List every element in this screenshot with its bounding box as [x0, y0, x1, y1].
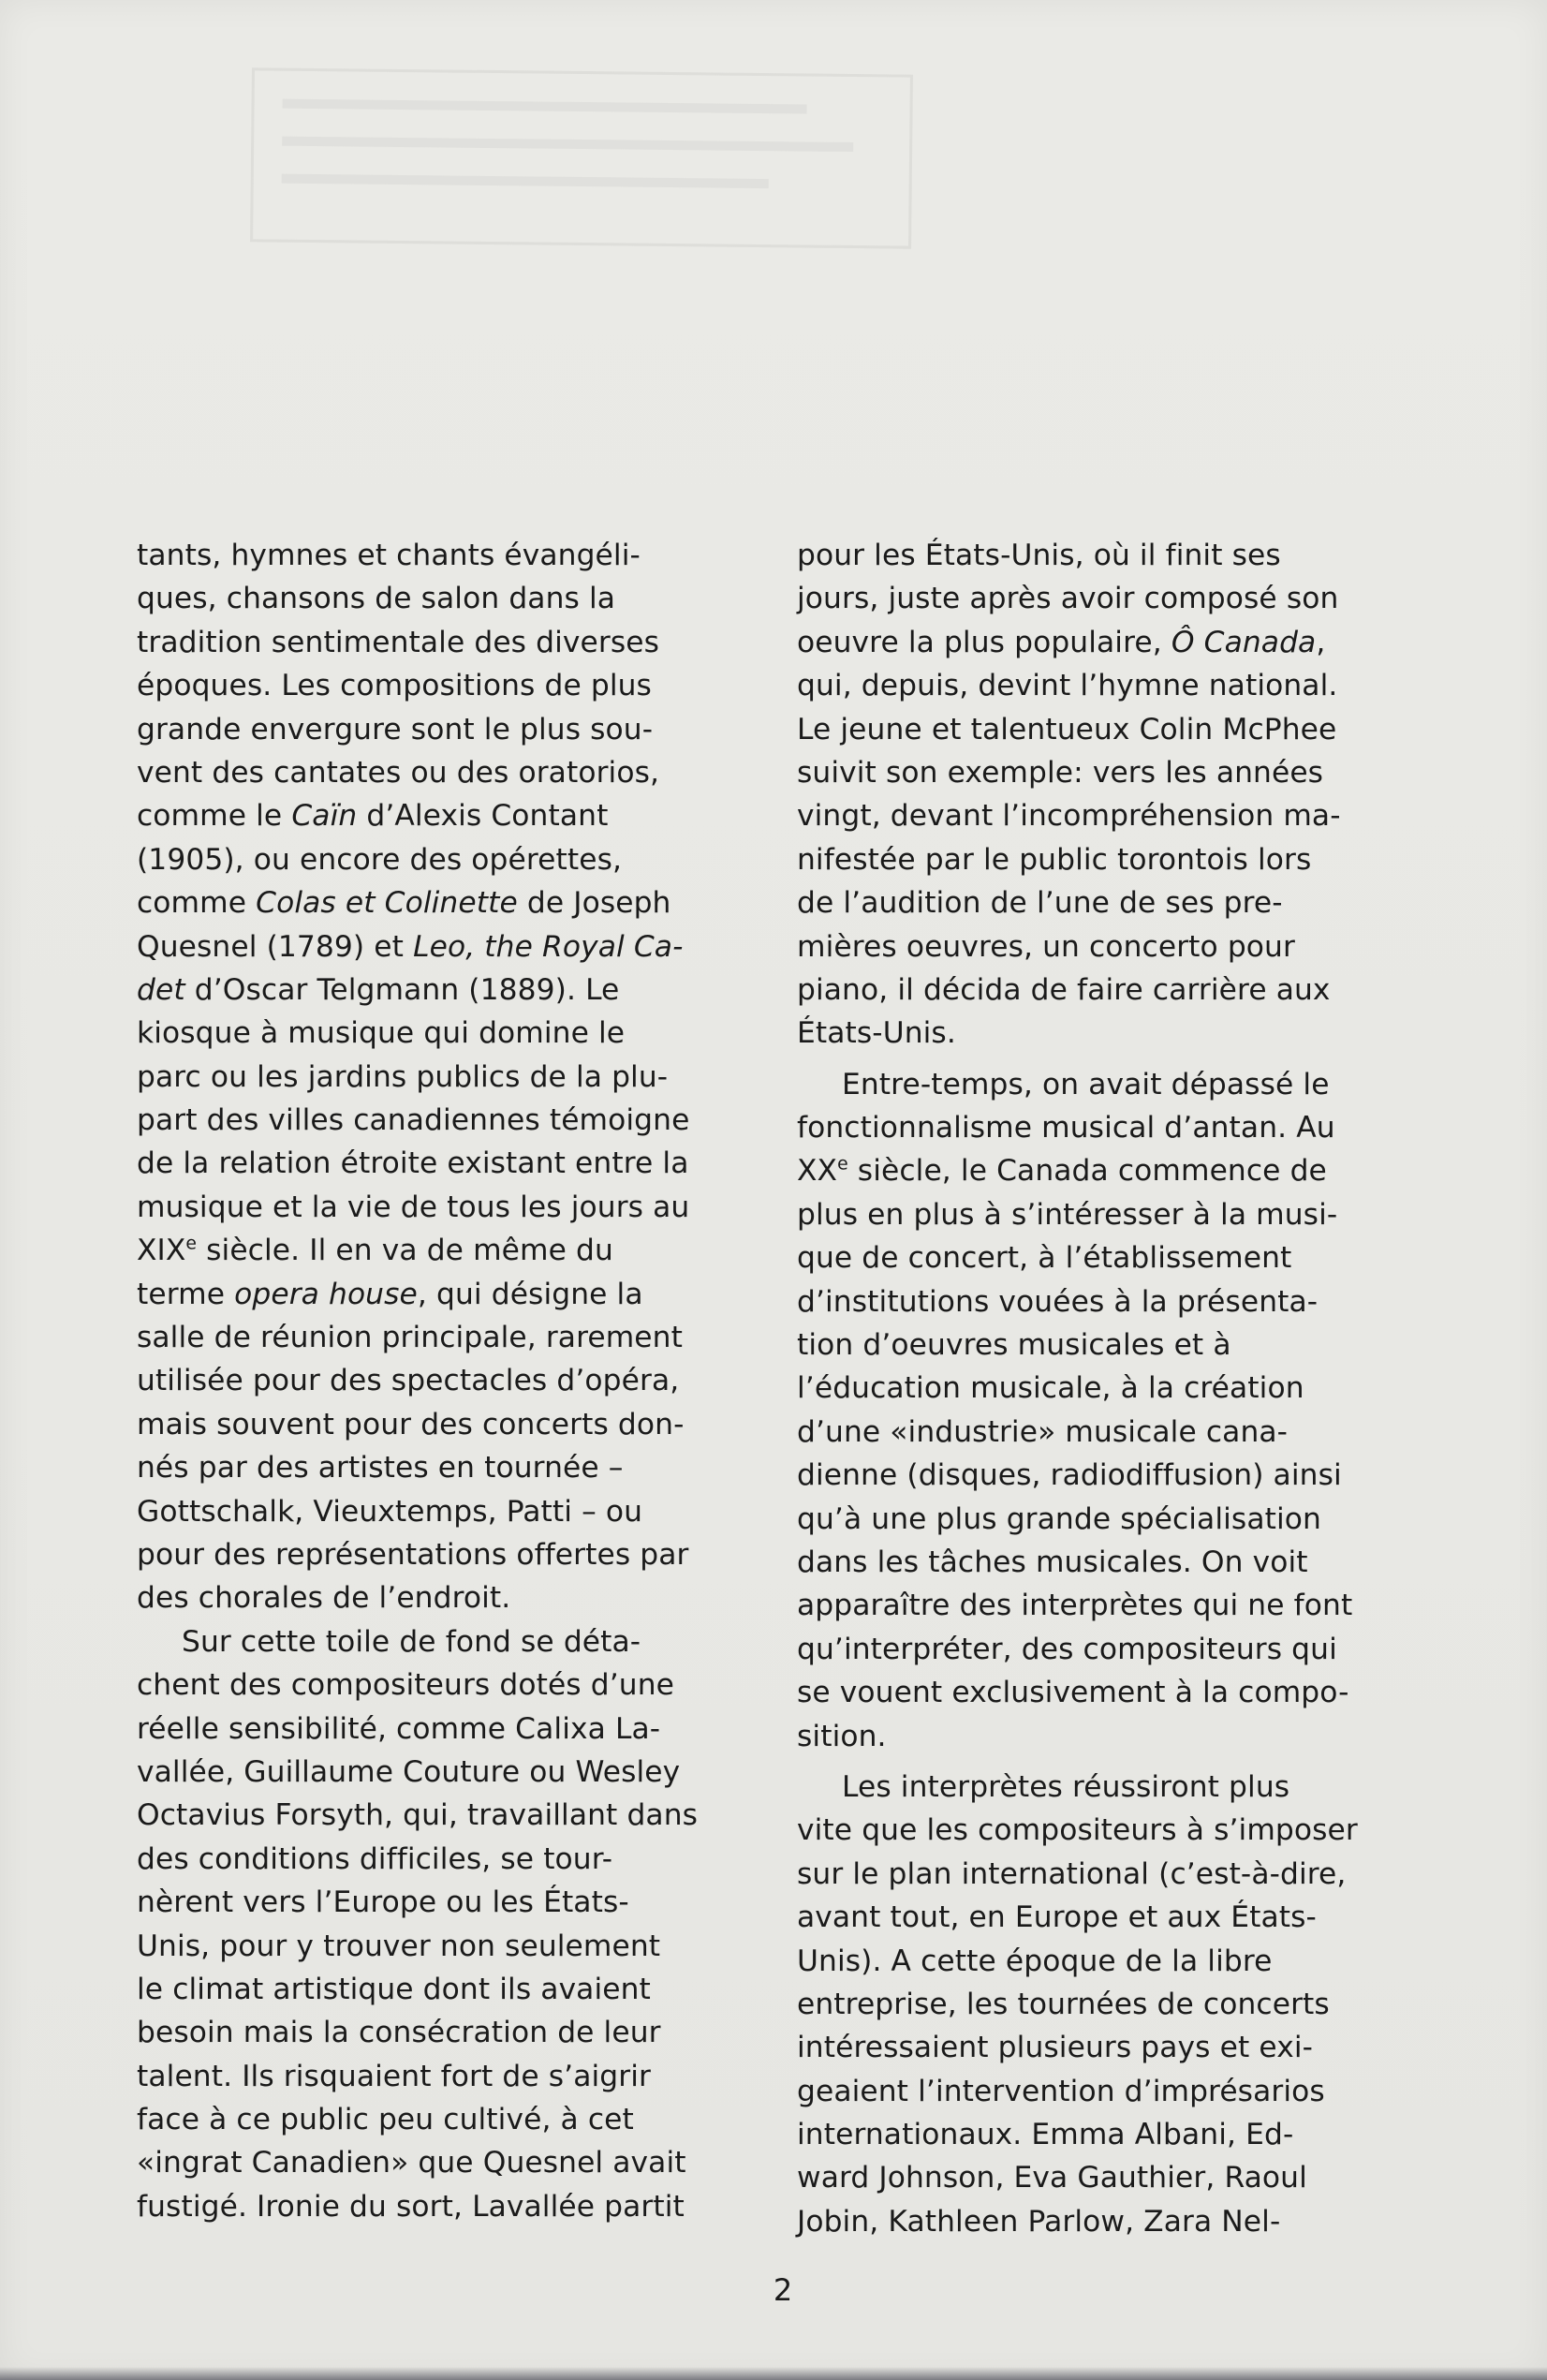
text-segment: comme [137, 886, 257, 921]
italic-title: Ô Canada [1171, 625, 1317, 659]
text-line: nés par des artistes en tournée – [137, 1451, 624, 1486]
text-line [137, 794, 755, 837]
text-line: se vouent exclusivement à la compo- [797, 1676, 1349, 1710]
text-line: qu’à une plus grande spécialisation [797, 1501, 1321, 1536]
text-line: jours, juste après avoir composé son [797, 582, 1339, 616]
text-line: grande envergure sont le plus sou- [137, 712, 654, 747]
text-line: tradition sentimentale des diverses [137, 625, 660, 659]
text-line: vingt, devant l’incompréhension ma- [797, 799, 1341, 834]
text-line: avant tout, en Europe et aux États- [797, 1900, 1317, 1935]
text-line: le climat artistique dont ils avaient [137, 1972, 651, 2006]
text-line: d’une «industrie» musicale cana- [797, 1414, 1289, 1449]
text-line: plus en plus à s’intéresser à la musi- [797, 1197, 1338, 1232]
text-line [797, 1149, 1424, 1192]
text-segment: d’Oscar Telgmann (1889). Le [184, 972, 620, 1007]
text-line: qu’interpréter, des compositeurs qui [797, 1632, 1337, 1666]
text-line: qui, depuis, devint l’hymne national. [797, 669, 1338, 703]
text-line: Unis, pour y trouver non seulement [137, 1929, 661, 1963]
left-text-column [137, 534, 755, 2228]
text-line: dienne (disques, radiodiffusion) ainsi [797, 1458, 1342, 1493]
text-line: kiosque à musique qui domine le [137, 1016, 626, 1051]
text-line: Entre-temps, on avait dépassé le [842, 1067, 1330, 1101]
text-line: fonctionnalisme musical d’antan. Au [797, 1111, 1335, 1146]
text-line: suivit son exemple: vers les années [797, 755, 1324, 790]
text-segment: Quesnel (1789) et [137, 929, 414, 964]
text-line: d’institutions vouées à la présenta- [797, 1284, 1319, 1319]
text-line: utilisée pour des spectacles d’opéra, [137, 1364, 680, 1398]
right-text-column [797, 534, 1424, 2243]
text-line: ques, chansons de salon dans la [137, 582, 616, 616]
text-line: Le jeune et talentueux Colin McPhee [797, 712, 1337, 747]
page-number: 2 [773, 2272, 793, 2308]
text-line: entreprise, les tournées de concerts [797, 1987, 1330, 2021]
text-line: de l’audition de l’une de ses pre- [797, 886, 1283, 921]
text-segment: de Joseph [517, 886, 671, 921]
text-segment: d’Alexis Contant [357, 799, 609, 834]
italic-title: Caïn [291, 799, 358, 834]
paragraph-gap [797, 1056, 1424, 1063]
text-segment: siècle. Il en va de même du [197, 1234, 613, 1268]
text-line: des conditions difficiles, se tour- [137, 1841, 613, 1876]
page-bottom-edge [0, 2367, 1547, 2380]
text-line: besoin mais la consécration de leur [137, 2016, 661, 2050]
italic-title: det [137, 972, 185, 1007]
text-line: que de concert, à l’établissement [797, 1241, 1292, 1276]
italic-title: opera house [234, 1277, 418, 1311]
text-segment: , qui désigne la [417, 1277, 643, 1311]
text-line: salle de réunion principale, rarement [137, 1321, 683, 1355]
superscript: e [185, 1234, 198, 1254]
text-line [137, 1229, 755, 1272]
text-line: l’éducation musicale, à la création [797, 1371, 1304, 1406]
text-line: pour des représentations offertes par [137, 1537, 689, 1572]
text-line: des chorales de l’endroit. [137, 1581, 511, 1616]
text-segment: comme le [137, 799, 292, 834]
text-line: parc ou les jardins publics de la plu- [137, 1059, 669, 1094]
text-line: États-Unis. [797, 1016, 956, 1051]
superscript: e [837, 1155, 848, 1175]
text-line: talent. Ils risquaient fort de s’aigrir [137, 2059, 651, 2093]
text-line: nèrent vers l’Europe ou les États- [137, 1885, 629, 1920]
text-line: apparaître des interprètes qui ne font [797, 1589, 1353, 1623]
text-line: internationaux. Emma Albani, Ed- [797, 2118, 1294, 2152]
text-line: chent des compositeurs dotés d’une [137, 1668, 675, 1703]
text-line [137, 925, 755, 968]
text-line: mières oeuvres, un concerto pour [797, 929, 1295, 964]
text-line: époques. Les compositions de plus [137, 669, 652, 703]
text-line: piano, il décida de faire carrière aux [797, 972, 1331, 1007]
text-segment: terme [137, 1277, 235, 1311]
text-line: face à ce public peu cultivé, à cet [137, 2103, 634, 2137]
text-line: geaient l’intervention d’imprésarios [797, 2074, 1325, 2108]
faded-stamp-show-through [250, 67, 913, 248]
text-line: intéressaient plusieurs pays et exi- [797, 2031, 1314, 2065]
text-segment: siècle, le Canada commence de [847, 1154, 1327, 1189]
italic-title: Colas et Colinette [256, 886, 518, 921]
italic-title: Leo, the Royal Ca- [413, 929, 684, 964]
text-line: dans les tâches musicales. On voit [797, 1545, 1308, 1579]
text-line: vite que les compositeurs à s’imposer [797, 1813, 1358, 1848]
text-line: musique et la vie de tous les jours au [137, 1190, 690, 1224]
text-line: mais souvent pour des concerts don- [137, 1407, 685, 1441]
text-line: (1905), ou encore des opérettes, [137, 842, 623, 877]
text-line: Unis). A cette époque de la libre [797, 1944, 1273, 1978]
paragraph-gap [797, 1758, 1424, 1766]
text-line: nifestée par le public torontois lors [797, 842, 1312, 877]
text-line [797, 621, 1424, 664]
text-line [137, 1273, 755, 1316]
text-segment: oeuvre la plus populaire, [797, 625, 1171, 659]
text-line: part des villes canadiennes témoigne [137, 1103, 690, 1138]
text-line: de la relation étroite existant entre la [137, 1146, 689, 1181]
text-line [137, 968, 755, 1012]
text-line: réelle sensibilité, comme Calixa La- [137, 1711, 661, 1746]
text-line: tants, hymnes et chants évangéli- [137, 539, 641, 572]
text-line: sur le plan international (c’est-à-dire, [797, 1856, 1347, 1891]
text-line: vallée, Guillaume Couture ou Wesley [137, 1754, 681, 1789]
text-line: Les interprètes réussiront plus [842, 1769, 1290, 1804]
text-segment: XIX [137, 1234, 186, 1268]
text-line: «ingrat Canadien» que Quesnel avait [137, 2146, 686, 2180]
text-line: tion d’oeuvres musicales et à [797, 1328, 1231, 1363]
text-line: Octavius Forsyth, qui, travaillant dans [137, 1798, 699, 1833]
text-line: Jobin, Kathleen Parlow, Zara Nel- [797, 2204, 1281, 2239]
text-line: fustigé. Ironie du sort, Lavallée partit [137, 2189, 685, 2224]
text-line: sition. [797, 1719, 887, 1753]
text-line: Gottschalk, Vieuxtemps, Patti – ou [137, 1494, 643, 1529]
text-line: vent des cantates ou des oratorios, [137, 755, 660, 790]
text-segment: , [1316, 625, 1326, 659]
text-line: pour les États-Unis, où il finit ses [797, 539, 1281, 572]
text-line: ward Johnson, Eva Gauthier, Raoul [797, 2161, 1307, 2195]
text-line [137, 881, 755, 924]
text-segment: XX [797, 1154, 838, 1189]
text-line: Sur cette toile de fond se déta- [182, 1624, 641, 1659]
